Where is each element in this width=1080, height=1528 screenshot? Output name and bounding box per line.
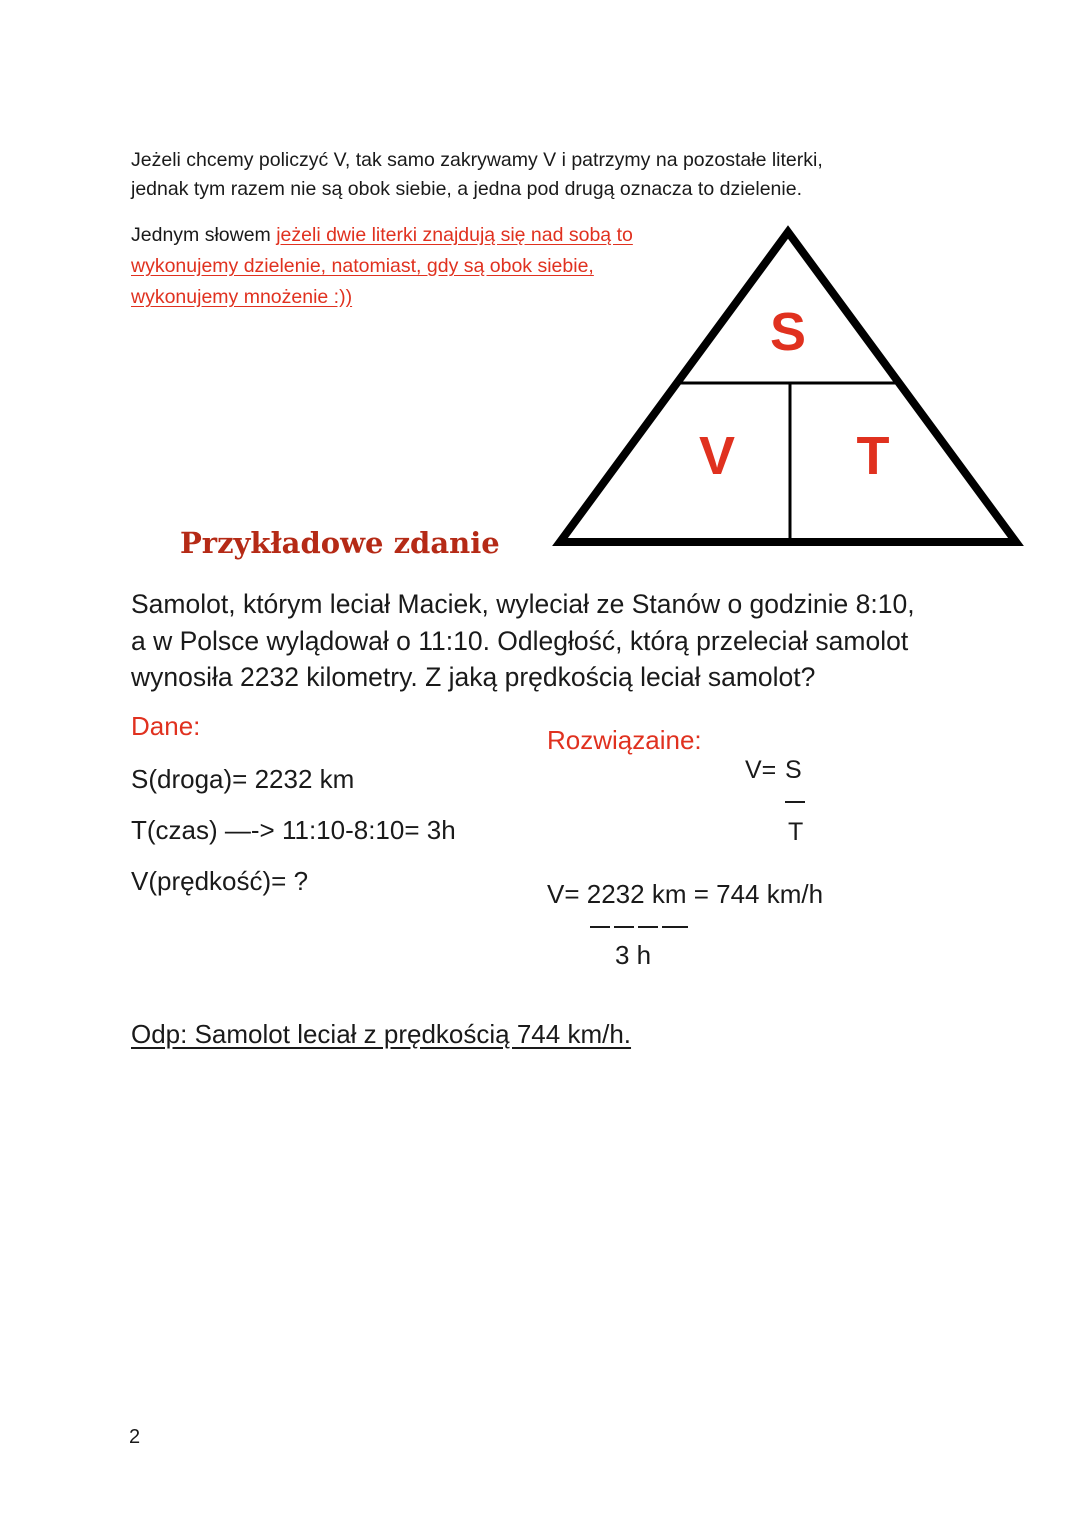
answer-line: Odp: Samolot leciał z prędkością 744 km/h. (131, 1019, 632, 1049)
intro-paragraph (131, 146, 823, 204)
calc-dash-2 (614, 926, 634, 928)
given-distance: S(droga)= 2232 km (131, 764, 355, 794)
summary-highlight-2: wykonujemy dzielenie, natomiast, gdy są obok siebie, (131, 255, 594, 277)
calc-prefix: V= (547, 879, 587, 909)
problem-line-2: a w Polsce wylądował o 11:10. Odległość, którą przeleciał samolot (131, 625, 909, 656)
formula-prefix: V= (745, 756, 777, 784)
calc-equation (547, 879, 823, 910)
summary-highlight-1: jeżeli dwie literki znajdują się nad sobą to (276, 224, 633, 246)
svt-triangle-diagram (550, 222, 1026, 550)
given-speed: V(prędkość)= ? (131, 866, 309, 896)
triangle-letter-t: T (856, 426, 890, 486)
calc-dash-4 (662, 926, 688, 928)
triangle-letter-s: S (769, 302, 807, 362)
triangle-outline (560, 232, 1016, 542)
given-time: T(czas) —-> 11:10-8:10= 3h (131, 815, 456, 845)
formula-denominator: T (788, 818, 804, 846)
formula-fraction-bar (785, 801, 805, 803)
intro-line-1: Jeżeli chcemy policzyć V, tak samo zakrywamy V i patrzymy na pozostałe literki, (131, 149, 823, 171)
formula-numerator: S (785, 756, 802, 784)
summary-prefix: Jednym słowem (131, 224, 277, 246)
solution-label: Rozwiązaine: (547, 725, 702, 755)
summary-highlight-3: wykonujemy mnożenie :)) (131, 286, 353, 308)
page-number: 2 (129, 1426, 141, 1448)
example-heading: Przykładowe zdanie (180, 526, 500, 560)
problem-line-3: wynosiła 2232 kilometry. Z jaką prędkością leciał samolot? (131, 662, 816, 692)
calc-denominator: 3 h (615, 940, 652, 970)
example-problem (131, 586, 915, 696)
intro-line-2: jednak tym razem nie są obok siebie, a jedna pod drugą oznacza to dzielenie. (131, 178, 802, 200)
calc-dash-3 (638, 926, 658, 928)
given-label: Dane: (131, 711, 201, 741)
triangle-letter-v: V (698, 426, 736, 486)
calc-numerator: 2232 km (586, 879, 687, 909)
calc-dash-1 (590, 926, 610, 928)
problem-line-1: Samolot, którym leciał Maciek, wyleciał ze Stanów o godzinie 8:10, (131, 589, 915, 619)
calc-result: = 744 km/h (686, 879, 824, 909)
